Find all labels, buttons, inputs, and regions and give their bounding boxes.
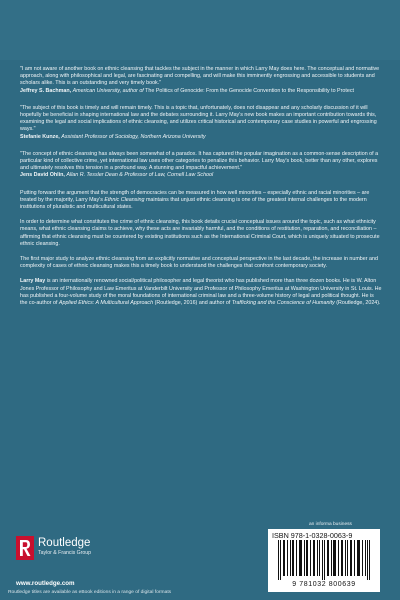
- book-title: Ethnic Cleansing: [104, 196, 145, 203]
- bio-text: (Routledge, 2016) and author of: [153, 300, 232, 307]
- endorsement-attribution: [20, 88, 382, 95]
- blurb-paragraph-2: In order to determine what constitutes the crime of ethnic cleansing, this book details crucial conceptual issues around the topic, such as what ethnicity means, what ethnic cleansing claims to achieve, why these acts are invariably harmful, and the conditions of restitution, reparation, and reconciliation – affirming that ethnic cleansing must be countered by existing institutions such as the International Criminal Court, which is uniquely situated to prosecute ethnic cleansing.: [20, 219, 380, 247]
- endorsement-attribution: [20, 134, 382, 141]
- endorser-name: Jens David Ohlin,: [20, 172, 65, 179]
- endorsement-1: [20, 66, 382, 95]
- author-name: Larry May: [20, 278, 46, 285]
- endorsement-quote: "The concept of ethnic cleansing has always been somewhat of a paradox. It has captured the popular imagination as a common-sense description of a particular kind of collective crime, yet international law uses other categories to penalize this behavior. Larry May's book, better than any other, explores and ultimately resolves this tension in a profound way. A stunning and impactful achievement.": [20, 150, 379, 172]
- ebook-note: Routledge titles are available as eBook editions in a range of digital formats: [8, 590, 172, 595]
- isbn-label: ISBN 978-1-0328-0063-9: [272, 531, 353, 540]
- routledge-r-icon: [16, 536, 34, 560]
- informa-business-label: an informa business: [309, 522, 352, 527]
- endorsement-2: [20, 105, 382, 141]
- barcode-digits: 9 781032 800639: [292, 581, 356, 588]
- blurb-text: maintains that unjust ethnic cleansing is one of the greatest internal challenges to the modern institutions of pluralistic and multicultural states.: [20, 196, 367, 211]
- endorser-role: Assistant Professor of Sociology, Northern Arizona University: [61, 133, 206, 140]
- endorser-role: American University, author of: [72, 87, 144, 94]
- publisher-url[interactable]: www.routledge.com: [16, 580, 75, 587]
- blurb-paragraph-3: The first major study to analyze ethnic cleansing from an explicitly normative and conceptual perspective in the last decade, the increase in number and complexity of cases of ethnic cleansing makes this a timely book to understand the challenges that confront contemporary society.: [20, 256, 378, 270]
- barcode-icon: [270, 540, 378, 580]
- publisher-name: Routledge: [38, 537, 91, 549]
- book-title: Applied Ethics: A Multicultural Approach: [58, 300, 154, 307]
- bio-text: is an internationally renowned social/political philosopher and legal theorist who has published more than three dozen books. He is W. Alton Jones Professor of Philosophy and Law Emeritus at Vanderbilt University and Professor of Philosophy Emeritus at Washington University in St. Louis. He has published a four-volume study of the moral foundations of international criminal law and a three-volume history of legal and political thought. He is the co-author of: [20, 278, 382, 307]
- barcode-panel: [268, 529, 380, 592]
- book-title: Trafficking and the Conscience of Humanity: [231, 300, 335, 307]
- blurb-paragraph-1: [20, 190, 382, 212]
- publisher-group: Taylor & Francis Group: [38, 550, 92, 556]
- endorsement-quote: "The subject of this book is timely and will remain timely. This is a topic that, unfortunately, does not disappear and any scholarly discussion of it will hopefully be beneficial in shaping international law and the debates surrounding it. Larry May's new book makes an important contribution towards this, examining the legal and social implications of ethnic cleansing, and utilizes critical historical and contemporary case studies in powerful and engrossing ways.": [20, 104, 377, 133]
- endorser-role: Allan R. Tessler Dean & Professor of Law, Cornell Law School: [66, 172, 214, 179]
- back-cover-text: [20, 66, 382, 315]
- blurb-text: Putting forward the argument that the strength of democracies can be measured in how well minorities – especially ethnic and racial minorities – are treated by the majority, Larry May's: [20, 189, 370, 203]
- bio-text: (Routledge, 2024).: [334, 300, 381, 307]
- endorsement-3: [20, 151, 382, 180]
- endorsement-quote: "I am not aware of another book on ethnic cleansing that tackles the subject in the manner in which Larry May does here. The conceptual and normative approach, along with philosophical and legal, are fascinating and compelling, and will make this imminently engrossing and accessible to students and scholars alike. This is an outstanding and very timely book.": [20, 66, 380, 87]
- endorsement-attribution: [20, 172, 382, 179]
- endorser-name: Stefanie Kunze,: [20, 133, 60, 140]
- endorser-work: The Politics of Genocide: From the Genocide Convention to the Responsibility to Protect: [145, 87, 354, 94]
- top-band: [0, 0, 400, 60]
- endorser-name: Jeffrey S. Bachman,: [20, 87, 72, 94]
- author-bio: [20, 278, 382, 307]
